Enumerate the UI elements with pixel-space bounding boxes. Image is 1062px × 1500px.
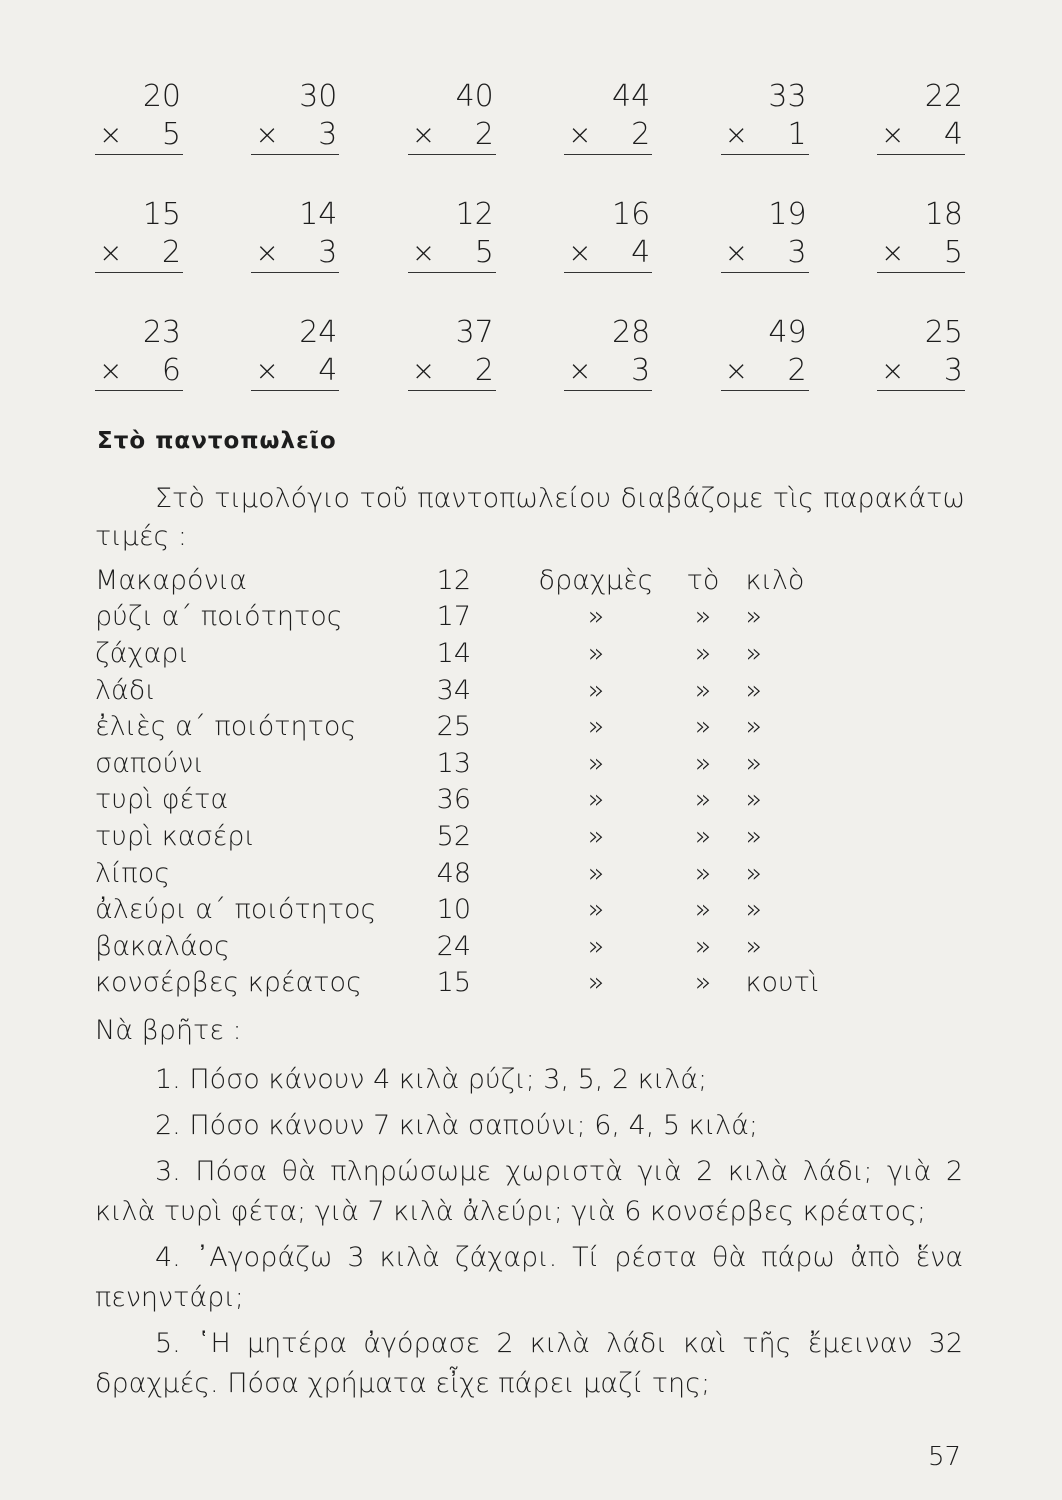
price-per: » xyxy=(745,637,762,669)
multiplier: 6 xyxy=(161,353,181,388)
item-price: 24 xyxy=(436,930,471,962)
question-item: 5. ῾Η μητέρα ἀγόρασε 2 κιλὰ λάδι καὶ τῆς ἔμειναν 32 δραχμές. Πόσα χρήματα εἶχε πάρει μαζί της; xyxy=(95,1328,963,1399)
problem xyxy=(721,314,809,432)
price-row xyxy=(95,782,855,819)
item-name: βακαλάος xyxy=(95,930,230,962)
problem xyxy=(877,314,965,432)
times-sign: × xyxy=(880,236,905,269)
multiplicand: 25 xyxy=(924,315,963,350)
multiplicand: 33 xyxy=(768,79,807,114)
multiplier: 2 xyxy=(474,353,494,388)
times-sign: × xyxy=(568,236,592,269)
multiplier: 5 xyxy=(474,235,494,270)
price-article: τὸ xyxy=(686,564,720,596)
price-unit: » xyxy=(587,930,605,962)
price-per: » xyxy=(745,711,762,743)
times-sign: × xyxy=(255,354,279,387)
item-name: ἀλεύρι α΄ ποιότητος xyxy=(95,894,377,926)
price-unit: δραχμὲς xyxy=(538,564,654,596)
price-article: » xyxy=(694,711,712,743)
price-article: » xyxy=(694,747,712,779)
problem-row-3 xyxy=(95,314,965,432)
price-row xyxy=(95,562,855,599)
problem xyxy=(721,78,809,196)
multiplicand: 24 xyxy=(299,315,338,350)
price-per: » xyxy=(745,784,762,816)
multiplier: 3 xyxy=(318,117,338,152)
price-unit: » xyxy=(587,601,605,633)
multiplicand: 20 xyxy=(142,79,181,114)
multiplier: 3 xyxy=(787,235,807,270)
price-per: » xyxy=(745,747,762,779)
times-sign: × xyxy=(99,236,123,269)
price-unit: » xyxy=(587,747,605,779)
multiplicand: 30 xyxy=(299,79,338,114)
times-sign: × xyxy=(255,236,279,269)
price-article: » xyxy=(694,820,712,852)
multiplier: 5 xyxy=(943,235,963,270)
multiplier: 5 xyxy=(161,117,181,152)
multiplier: 3 xyxy=(631,353,651,388)
price-per: κουτὶ xyxy=(745,967,820,999)
problem xyxy=(408,196,496,314)
item-name: τυρὶ φέτα xyxy=(95,784,229,816)
times-sign: × xyxy=(880,118,905,151)
times-sign: × xyxy=(880,354,905,387)
multiplicand: 22 xyxy=(924,79,963,114)
times-sign: × xyxy=(568,118,592,151)
price-unit: » xyxy=(587,784,605,816)
multiplicand: 44 xyxy=(611,79,651,114)
price-row xyxy=(95,855,855,892)
price-row xyxy=(95,672,855,709)
question-item: 3. Πόσα θὰ πληρώσωμε χωριστὰ γιὰ 2 κιλὰ λάδι; γιὰ 2 κιλὰ τυρὶ φέτα; γιὰ 7 κιλὰ ἀλεύρι; γιὰ 6 κονσέρβες κρέατος; xyxy=(95,1156,963,1227)
price-article: » xyxy=(694,674,712,706)
price-row xyxy=(95,928,855,965)
item-name: σαπούνι xyxy=(95,747,204,779)
item-price: 10 xyxy=(436,894,471,926)
multiplicand: 40 xyxy=(455,79,494,114)
times-sign: × xyxy=(568,354,592,387)
item-price: 13 xyxy=(436,747,471,779)
price-unit: » xyxy=(587,674,605,706)
times-sign: × xyxy=(411,236,436,269)
multiplicand: 28 xyxy=(611,315,651,350)
problem xyxy=(408,314,496,432)
price-per: » xyxy=(745,674,762,706)
price-row xyxy=(95,745,855,782)
section-title: Στὸ παντοπωλεῖο xyxy=(97,428,337,454)
times-sign: × xyxy=(99,118,123,151)
multiplier: 4 xyxy=(943,117,963,152)
item-name: λίπος xyxy=(95,857,171,889)
problem xyxy=(408,78,496,196)
price-unit: » xyxy=(587,820,605,852)
multiplicand: 49 xyxy=(768,315,807,350)
problem xyxy=(564,314,652,432)
price-per: » xyxy=(745,857,762,889)
item-price: 48 xyxy=(436,857,471,889)
item-name: ζάχαρι xyxy=(95,637,189,669)
multiplicand: 12 xyxy=(455,197,494,232)
multiplier: 1 xyxy=(787,117,807,152)
problem xyxy=(95,314,183,432)
item-name: ρύζι α΄ ποιότητος xyxy=(95,601,343,633)
problem xyxy=(721,196,809,314)
price-article: » xyxy=(694,637,712,669)
price-unit: » xyxy=(587,857,605,889)
questions-list xyxy=(95,1060,963,1410)
item-price: 15 xyxy=(436,967,471,999)
multiplier: 2 xyxy=(631,117,651,152)
price-row xyxy=(95,818,855,855)
problem xyxy=(564,196,652,314)
multiplier: 3 xyxy=(943,353,963,388)
find-label: Νὰ βρῆτε : xyxy=(95,1015,242,1046)
price-article: » xyxy=(694,930,712,962)
problem-row-2 xyxy=(95,196,965,314)
times-sign: × xyxy=(411,354,436,387)
price-list xyxy=(95,562,855,1001)
multiplier: 2 xyxy=(161,235,181,270)
item-price: 17 xyxy=(436,601,471,633)
item-price: 52 xyxy=(436,820,471,852)
price-unit: » xyxy=(587,894,605,926)
price-per: » xyxy=(745,820,762,852)
times-sign: × xyxy=(724,236,749,269)
price-per: » xyxy=(745,894,762,926)
item-price: 14 xyxy=(436,637,471,669)
item-price: 25 xyxy=(436,711,471,743)
multiplicand: 19 xyxy=(768,197,807,232)
multiplier: 2 xyxy=(474,117,494,152)
times-sign: × xyxy=(99,354,123,387)
multiplicand: 16 xyxy=(611,197,651,232)
item-name: ἐλιὲς α΄ ποιότητος xyxy=(95,711,357,743)
item-name: λάδι xyxy=(95,674,156,706)
item-price: 12 xyxy=(436,564,471,596)
page-number: 57 xyxy=(928,1442,962,1472)
multiplication-problems xyxy=(95,78,965,432)
price-article: » xyxy=(694,967,712,999)
price-per: κιλὸ xyxy=(745,564,805,596)
problem xyxy=(251,196,339,314)
price-row xyxy=(95,891,855,928)
price-unit: » xyxy=(587,637,605,669)
problem xyxy=(251,78,339,196)
multiplier: 4 xyxy=(318,353,338,388)
problem xyxy=(95,196,183,314)
multiplier: 3 xyxy=(318,235,338,270)
multiplicand: 18 xyxy=(924,197,963,232)
price-row xyxy=(95,965,855,1002)
price-article: » xyxy=(694,601,712,633)
times-sign: × xyxy=(411,118,436,151)
price-row xyxy=(95,708,855,745)
price-per: » xyxy=(745,930,762,962)
item-price: 36 xyxy=(436,784,471,816)
problem xyxy=(564,78,652,196)
item-price: 34 xyxy=(436,674,471,706)
question-item: 1. Πόσο κάνουν 4 κιλὰ ρύζι; 3, 5, 2 κιλά; xyxy=(155,1064,708,1095)
problem-row-1 xyxy=(95,78,965,196)
multiplicand: 15 xyxy=(142,197,181,232)
multiplicand: 23 xyxy=(142,315,181,350)
times-sign: × xyxy=(724,354,749,387)
item-name: κονσέρβες κρέατος xyxy=(95,967,362,999)
multiplicand: 37 xyxy=(455,315,494,350)
item-name: Μακαρόνια xyxy=(95,564,247,596)
intro-paragraph: Στὸ τιμολόγιο τοῦ παντοπωλείου διαβάζομε τὶς παρακάτω τιμές : xyxy=(95,483,965,552)
problem xyxy=(95,78,183,196)
multiplicand: 14 xyxy=(299,197,338,232)
price-article: » xyxy=(694,784,712,816)
question-item: 2. Πόσο κάνουν 7 κιλὰ σαπούνι; 6, 4, 5 κιλά; xyxy=(155,1110,759,1141)
price-article: » xyxy=(694,857,712,889)
price-per: » xyxy=(745,601,762,633)
price-unit: » xyxy=(587,711,605,743)
times-sign: × xyxy=(724,118,749,151)
problem xyxy=(251,314,339,432)
multiplier: 2 xyxy=(787,353,807,388)
question-item: 4. ᾽Αγοράζω 3 κιλὰ ζάχαρι. Τί ρέστα θὰ πάρω ἀπὸ ἕνα πενηντάρι; xyxy=(95,1242,963,1313)
problem xyxy=(877,196,965,314)
item-name: τυρὶ κασέρι xyxy=(95,820,255,852)
price-row xyxy=(95,599,855,636)
price-unit: » xyxy=(587,967,605,999)
multiplier: 4 xyxy=(631,235,651,270)
price-row xyxy=(95,635,855,672)
price-article: » xyxy=(694,894,712,926)
times-sign: × xyxy=(255,118,279,151)
problem xyxy=(877,78,965,196)
